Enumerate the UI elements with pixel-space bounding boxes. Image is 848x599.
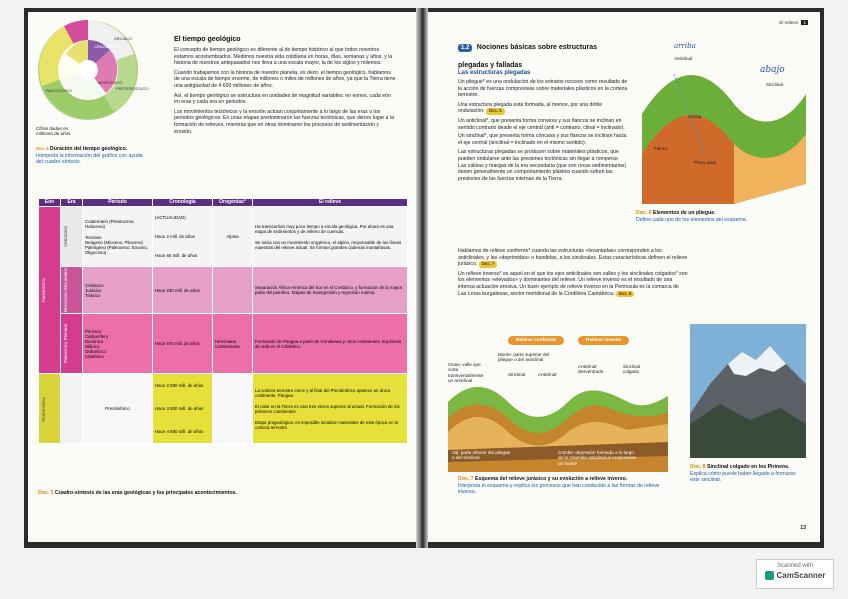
chrono-cenozoic: (ACTUALIDAD) Hace 2 mill. de años Hace 65 mill. de años xyxy=(153,207,213,267)
pie-label-cenozoico: CENOZOICO xyxy=(94,44,119,49)
time-text-column xyxy=(174,36,396,135)
period-mesozoic: Cretácico Jurásico Triásico xyxy=(83,267,153,314)
section-heading xyxy=(458,36,618,72)
doc5-number: Doc. 5 xyxy=(38,490,54,496)
col-cronologia: Cronología xyxy=(153,199,213,207)
doc5-caption xyxy=(38,490,398,497)
camscanner-watermark xyxy=(756,559,834,589)
orog-paleozoic: Herciniana Caledoniana xyxy=(213,314,253,374)
page-number: 13 xyxy=(800,525,806,532)
para-1: El concepto de tiempo geológico es diferente al de tiempo histórico al que todos nosotros estamos acostumbrados. Medimos nuestra vida cotidiana en horas, días, semanas y años, y la historia de nuestros antepasados nos lleva a una escala mayor, la de los siglos y milenios. xyxy=(174,47,393,67)
section-title: Nociones básicas sobre estructuras plegadas y falladas xyxy=(458,44,598,69)
rpara-sinclinal: Un sinclinal*, que presenta forma cóncava y sus flancos se inclinan hacia el eje central (sinclinal = inclinado en el mismo sentido). xyxy=(458,133,627,146)
doc7-task: Interpreta el esquema y explica los procesos que han conducido a las formas de relieve inverso. xyxy=(458,482,660,496)
running-header xyxy=(779,20,808,25)
relief-precambrian: La corteza terrestre crece y al final del Precámbrico aparece un único continente: Pangea. El calor en la Tierra es casi tres veces superior al actual. Formación de los primeros continentes. Etapa pregeológica: es imposible localizar materiales de esta época en la corteza terrestre. xyxy=(253,374,408,444)
rpara-inverso: Un relieve inverso* es aquel en el que los ejes anticlinales son valles y los sinclinales colgados* son los elementos «elevados» y dominantes del relieve. Un relieve inverso es el resultado de una intensa actuación erosiva. Un buen ejemplo de relieve inverso en la Península es la comarca de Las Loras burgalesas, sector meridional de la Cordillera Cantábrica. Doc. 8 xyxy=(458,270,688,297)
geologic-time-pie xyxy=(36,18,149,122)
rpara-conforme: Hablamos de relieve conforme* cuando las estructuras «levantadas» corresponden a los anticlinales, y las «deprimidas» o hundidas, a los sinclinales. Estas características definen el relieve jurásico. Doc. 7 xyxy=(458,248,688,268)
orog-alpina: Alpina xyxy=(213,207,253,267)
eon-fanerozoico: Fanerozoico xyxy=(39,207,61,374)
col-periodo: Periodo xyxy=(83,199,153,207)
relief-label-anticlinal: Anticlinal xyxy=(538,372,557,377)
pie-label-mesozoico: MESOZOICO xyxy=(98,80,123,85)
period-paleozoic: Pérmico Carbonífero Devónico Silúrico Ordovícico Cámbrico xyxy=(83,314,153,374)
period-cenozoic: Cuaternario (Pleistoceno, Holoceno) Terciario Neógeno (Mioceno, Plioceno) Paleógeno (Paleoceno, Eoceno, Oligoceno) xyxy=(83,207,153,267)
doc5-title: Cuadro-síntesis de las eras geológicas y los principales acontecimientos. xyxy=(55,490,237,496)
relief-label-val: Val: parte inferior del pliegue o del sinclinal xyxy=(452,450,511,461)
doc4-title: Duración del tiempo geológico. xyxy=(50,146,128,152)
doc4-caption xyxy=(36,146,146,166)
col-eon: Eón xyxy=(39,199,61,207)
label-cresta: Cresta xyxy=(688,114,702,119)
fold-text-column xyxy=(458,70,628,185)
chrono-mesozoic: Hace 230 mill. de años xyxy=(153,267,213,314)
open-book xyxy=(24,8,824,548)
relief-paleozoic: Formación de Pangea a partir de Gondwana y otros continentes. Explosión de vida en el Cámbrico. xyxy=(253,314,408,374)
section-number: 1.2 xyxy=(458,44,472,52)
col-relieve: El relieve xyxy=(253,199,408,207)
doc7-title: Esquema del relieve jurásico y su evolución a relieve inverso. xyxy=(475,476,628,482)
camscanner-logo-icon xyxy=(765,571,774,580)
rpara-5: Las estructuras plegadas se producen sobre materiales plásticos, que pueden ondularse ante las presiones tectónicas sin llegar a romperse. Las calizas y margas de la era secundaria (que son rocas sedimentarias) tienen generalmente un comportamiento plástico cuando sufren las presiones de las fuerzas internas de la Tierra. xyxy=(458,149,627,182)
doc6-task: Define cada uno de los elementos del esquema. xyxy=(636,216,748,223)
relief-label-monte: Monte: parte superior del pliegue o del anticlinal xyxy=(498,352,550,363)
relief-label-colgado: Sinclinal colgado xyxy=(623,364,641,375)
tag-inverso: Relieve inverso xyxy=(578,336,629,345)
rpara-2: Una estructura plegada está formada, al menos, por una doble ondulación: Doc. 6 xyxy=(458,101,603,115)
doc6-title: Elementos de un pliegue. xyxy=(653,210,716,216)
doc7-caption xyxy=(458,476,678,496)
table-header-row xyxy=(39,199,408,207)
period-precambrico: Precámbrico xyxy=(83,374,153,444)
eons-precambrian: Proterozoico xyxy=(39,374,61,444)
right-page xyxy=(428,12,820,542)
fold-diagram xyxy=(634,34,810,210)
chrono-paleozoic: Hace 570 mill. de años xyxy=(153,314,213,374)
orog-mesozoic xyxy=(213,267,253,314)
orog-precambrian xyxy=(213,374,253,444)
pie-caption: Cifras dadas en millones de años xyxy=(36,126,71,137)
era-mesozoico: Mesozoico Secundaria xyxy=(61,267,83,314)
era-blank xyxy=(61,374,83,444)
pyrenees-photo xyxy=(690,324,806,458)
pie-label-paleozoico: PALEOZOICO xyxy=(46,88,72,93)
relief-label-combe: Combe: depresión formada a lo largo de la charnela anticlinal al erosionarse un monte xyxy=(558,450,637,466)
label-eje: Plano axial xyxy=(694,160,717,165)
pie-label-proterozoico: PROTEROZOICO xyxy=(116,86,149,91)
era-paleozoico: Paleozoico Primaria xyxy=(61,314,83,374)
pie-label-arcaico: ARCAICO xyxy=(114,36,133,41)
subtitle-plegadas: Las estructuras plegadas xyxy=(458,70,531,76)
hand-label-arriba: arriba xyxy=(674,42,696,50)
doc4-task: Interpreta la información del gráfico con ayuda del cuadro-síntesis. xyxy=(36,152,143,166)
doc6-number: Doc. 6 xyxy=(636,210,652,216)
label-anticlinal: Anticlinal xyxy=(674,56,693,61)
col-orogenias: Orogenias* xyxy=(213,199,253,207)
left-page xyxy=(28,12,416,542)
era-cenozoico: Cenozoico xyxy=(61,207,83,267)
relief-mesozoic: Separación África-América del Sur en el Cretácico, y formación de la mayor parte del petróleo. Etapas de transgresión y regresión marina. xyxy=(253,267,408,314)
col-era: Era xyxy=(61,199,83,207)
section-title-tiempo: El tiempo geológico xyxy=(174,36,241,43)
header-num: 1 xyxy=(803,20,806,25)
camscanner-line1: Scanned with xyxy=(776,563,814,569)
relief-cenozoic: Ha transcurrido muy poco tiempo a escala geológica. Por ahora es una etapa de sedimentos y de relleno de cuencas. Se inicia con un movimiento orogénico, el alpino, responsable de las líneas maestras del relieve actual. Se forman grandes cadenas montañosas. xyxy=(253,207,408,267)
doc8-caption xyxy=(690,464,806,484)
tag-conforme: Relieve conforme xyxy=(508,336,564,345)
chrono-precambrian: Hace 2 500 mill. de años Hace 3 500 mill. de años Hace 4 600 mill. de años xyxy=(153,374,213,444)
hand-label-abajo: abajo xyxy=(760,65,785,75)
rpara-anticlinal: Un anticlinal*, que presenta forma convexa y sus flancos se inclinan en sentido contrario desde el eje central (anti = contrario, clinal = inclinado). xyxy=(458,117,625,131)
book-gutter xyxy=(416,8,428,548)
relief-diagram xyxy=(448,332,668,472)
header-tag: El relieve xyxy=(779,20,799,25)
doc6-caption xyxy=(636,210,806,223)
doc4-number: Doc. 4 xyxy=(36,146,49,151)
para-3: Así, el tiempo geológico se estructura en unidades de magnitud variables: en eones, cada eón en eras y cada era en periodos. xyxy=(174,92,391,106)
para-2: Cuando trabajamos con la historia de nuestro planeta, es decir, el tiempo geológico, hablamos de una escala de tiempo enorme, de millones o miles de millones de años, ya que la Tierra tiene una antigüedad de 4 600 millones de años. xyxy=(174,69,396,89)
doc8-title: Sinclinal colgado en los Pirineos. xyxy=(707,464,790,470)
synthesis-table xyxy=(38,198,408,444)
camscanner-line2: CamScanner xyxy=(776,571,826,580)
relief-text xyxy=(458,248,688,297)
doc8-number: Doc. 8 xyxy=(690,464,706,470)
relief-label-desventrado: Anticlinal desventrado xyxy=(578,364,604,375)
relief-label-sinclinal: Sinclinal xyxy=(508,372,526,377)
doc8-task: Explica cómo puede haber llegado a formarse este sinclinal. xyxy=(690,470,796,484)
para-4: Los movimientos tectónicos y la erosión actúan conjuntamente a lo largo de las eras o los periodos geológicos. En unas etapas predominaron las fuerzas tectónicas, que dieron lugar a la formación de relieves, mientras que en otras dominaron los procesos de sedimentación y erosión. xyxy=(174,108,395,135)
label-sinclinal: Sinclinal xyxy=(766,82,783,87)
label-flanco: Flanco xyxy=(654,146,668,151)
doc7-number: Doc. 7 xyxy=(458,476,474,482)
relief-label-cluse: Cluse: valle que corta transversalmente un anticlinal xyxy=(448,362,484,384)
rpara-1: Un pliegue* es una ondulación de los estratos rocosos como resultado de la acción de fuerzas compresivas sobre materiales plásticos en la corteza terrestre. xyxy=(458,79,628,99)
